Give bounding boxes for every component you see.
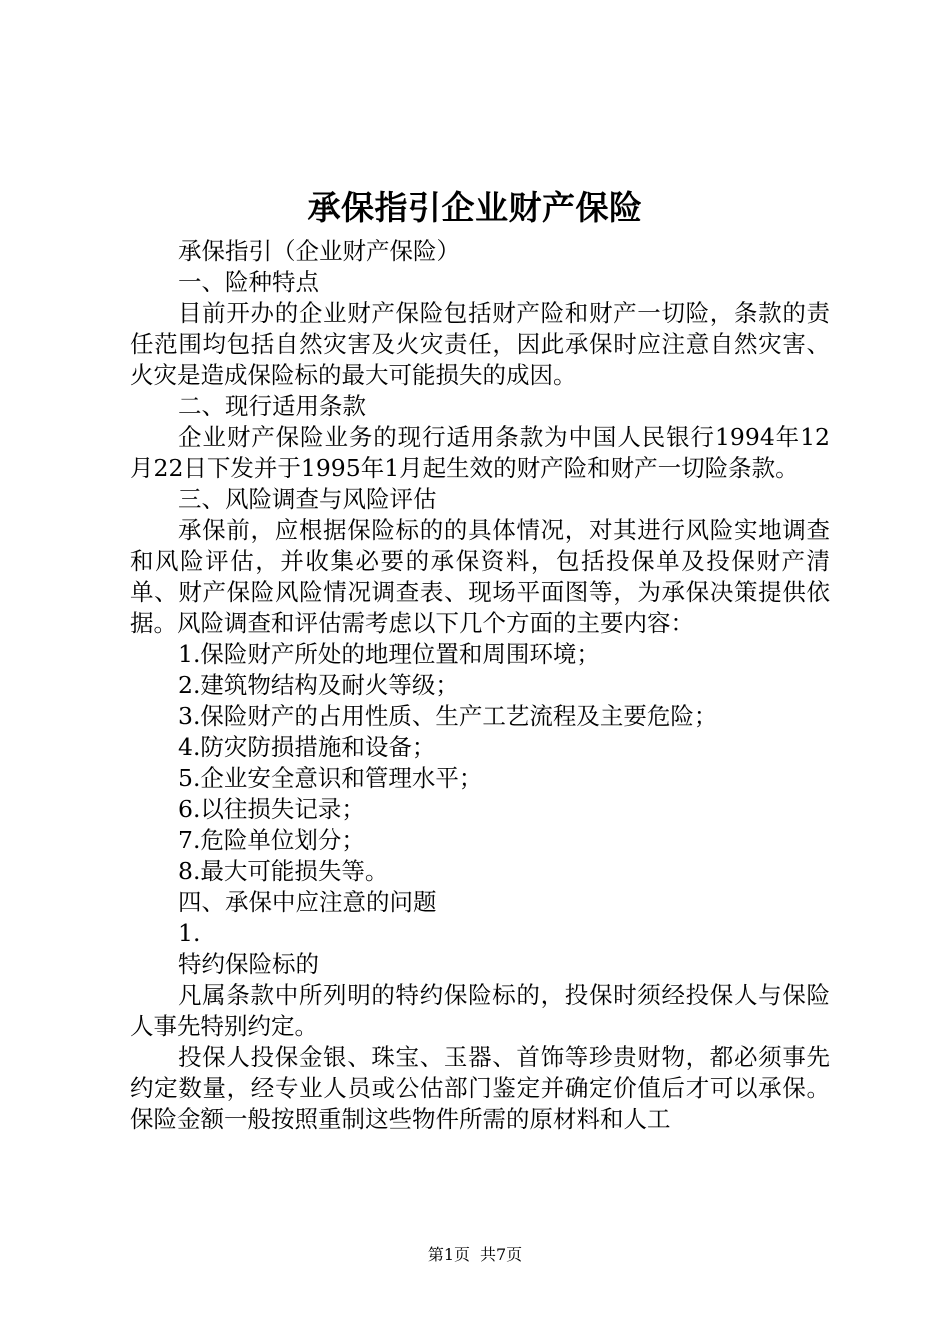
- section-heading-2: 二、现行适用条款: [178, 392, 366, 420]
- section-heading-3: 三、风险调查与风险评估: [178, 485, 437, 513]
- page-number: 第1页: [427, 1245, 470, 1264]
- list-item: 3.保险财产的占用性质、生产工艺流程及主要危险；: [178, 702, 718, 730]
- paragraph: 投保人投保金银、珠宝、玉器、首饰等珍贵财物，都必须事先约定数量，经专业人员或公估部门鉴定并确定价值后才可以承保。保险金额一般按照重制这些物件所需的原材料和人工: [130, 1043, 830, 1133]
- document-title: 承保指引企业财产保险: [307, 188, 643, 227]
- list-item: 2.建筑物结构及耐火等级；: [178, 671, 459, 699]
- list-item: 4.防灾防损措施和设备；: [178, 733, 436, 761]
- subsection-heading: 特约保险标的: [178, 950, 319, 978]
- paragraph: 企业财产保险业务的现行适用条款为中国人民银行1994年12月22日下发并于1995年1月起生效的财产险和财产一切险条款。: [130, 423, 830, 482]
- paragraph: 承保前，应根据保险标的的具体情况，对其进行风险实地调查和风险评估，并收集必要的承保资料，包括投保单及投保财产清单、财产保险风险情况调查表、现场平面图等，为承保决策提供依据。风险调查和评估需考虑以下几个方面的主要内容：: [130, 516, 830, 637]
- paragraph: 凡属条款中所列明的特约保险标的，投保时须经投保人与保险人事先特别约定。: [130, 981, 830, 1040]
- list-item: 8.最大可能损失等。: [178, 857, 389, 885]
- list-item: 5.企业安全意识和管理水平；: [178, 764, 483, 792]
- list-item: 1.保险财产所处的地理位置和周围环境；: [178, 640, 600, 668]
- paragraph-subtitle: 承保指引（企业财产保险）: [178, 237, 460, 265]
- section-heading-1: 一、险种特点: [178, 268, 319, 296]
- list-item: 6.以往损失记录；: [178, 795, 365, 823]
- document-body: [130, 236, 830, 1135]
- list-item: 7.危险单位划分；: [178, 826, 365, 854]
- section-heading-4: 四、承保中应注意的问题: [178, 888, 437, 916]
- page-total: 共7页: [480, 1245, 523, 1264]
- paragraph: 目前开办的企业财产保险包括财产险和财产一切险，条款的责任范围均包括自然灾害及火灾责任，因此承保时应注意自然灾害、火灾是造成保险标的最大可能损失的成因。: [130, 299, 830, 389]
- page-footer: [0, 1243, 950, 1267]
- list-number: 1.: [178, 919, 201, 947]
